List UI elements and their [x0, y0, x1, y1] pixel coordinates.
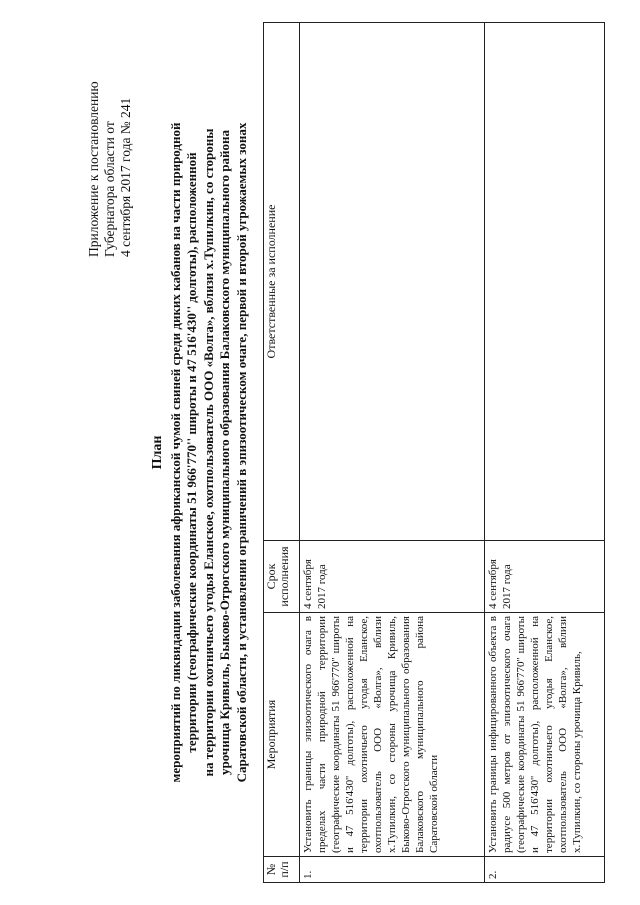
title-line-3: на территории охотничьего угодья Еланское, охотпользователь ООО «Волга», вблизи х.Тупилкин, со стороны [200, 128, 216, 777]
row-activity: Установить границы инфицированного объекта в радиусе 500 метров от эпизоотического очага (географические координаты 51 966'770'' широты и 47 516'430'' долготы), расположенной на территории охотничьего угодья Еланское, охотпользователь ООО «Волга», вблизи х.Тупилкин, со стороны урочища Кривиль, [485, 613, 605, 857]
plan-title [150, 20, 250, 885]
table-row [300, 23, 485, 883]
row-num: 2. [485, 857, 605, 883]
header-num: № п/п [264, 857, 300, 883]
table-row [485, 23, 605, 883]
plan-heading: План [150, 435, 165, 470]
title-line-5: Саратовской области, и установлении ограничений в эпизоотическом очаге, первой и второй угрожаемых зонах [233, 122, 249, 783]
header-term: Срок исполнения [264, 541, 300, 613]
appendix-line-2: Губернатора области от [102, 121, 117, 257]
title-line-4: урочища Кривиль, Быково-Отрогского муниципального образования Балаковского муниципального района [217, 130, 232, 775]
table-header-row [264, 23, 300, 883]
header-activity: Мероприятия [264, 613, 300, 857]
plan-table [263, 22, 605, 883]
row-responsible [300, 23, 485, 541]
row-num: 1. [300, 857, 485, 883]
row-term: 4 сентября 2017 года [485, 541, 605, 613]
header-responsible: Ответственные за исполнение [264, 23, 300, 541]
row-term: 4 сентября 2017 года [300, 541, 485, 613]
row-activity: Установить границы эпизоотического очага в пределах части природной территории (географические координаты 51 966'770'' широты и 47 516'430'' долготы), расположенной на территории охотничьего угодья Еланское, охотпользователь ООО «Волга», вблизи х.Тупилкин, со стороны урочища Кривиль, Быково-Отрогского муниципального образования Балаковского муниципального района Саратовской области [300, 613, 485, 857]
appendix-line-3: 4 сентября 2017 года № 241 [118, 97, 133, 257]
title-line-1: мероприятий по ликвидации заболевания африканской чумой свиней среди диких кабанов на части природной [167, 122, 183, 783]
title-line-2: территории (географические координаты 51 966'770'' широты и 47 516'430'' долготы), расположенной [184, 152, 199, 753]
appendix-note [86, 17, 134, 257]
appendix-line-1: Приложение к постановлению [86, 81, 101, 257]
row-responsible [485, 23, 605, 541]
